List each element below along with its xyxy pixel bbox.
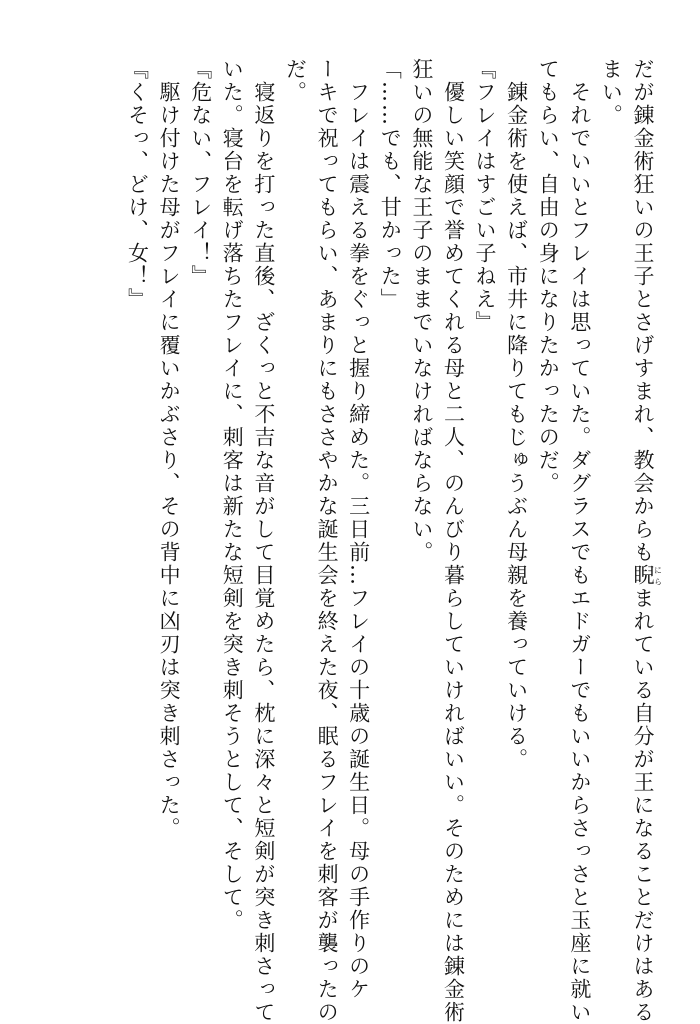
text-line-5: 錬金術を使えば、市井に降りてもじゅうぶん母親を養っていける。 — [504, 58, 529, 771]
text-line-10: フレイは震える拳をぐっと握り締めた。三日前…フレイの十歳の誕生日。母の手作りのケ — [346, 58, 371, 1001]
ruby-reading: にら — [653, 564, 663, 587]
text-line-1 — [626, 58, 663, 1024]
text-line-3: それでいいとフレイは思っていた。ダグラスでもエドガーでもいいからさっさと玉座に就い — [567, 58, 592, 1024]
text-line-2: まい。 — [599, 58, 624, 127]
text-line-17: 『くそっ、どけ、女！』 — [125, 58, 150, 311]
vertical-text-body — [121, 58, 663, 1024]
text-line-6: 『フレイはすごい子ねえ』 — [473, 58, 498, 334]
text-line-8: 狂いの無能な王子のままでいなければならない。 — [409, 58, 434, 564]
text-line-14: いた。寝台を転げ落ちたフレイに、刺客は新たな短剣を突き刺そうとして、そして。 — [220, 58, 245, 932]
text-line-9: 「……でも、甘かった」 — [378, 58, 403, 311]
text-line-1-start: だが錬金術狂いの王子とさげすまれ、教会からも — [631, 58, 655, 564]
text-line-7: 優しい笑顔で誉めてくれる母と二人、のんびり暮らしていければいい。そのためには錬金術 — [441, 58, 466, 1024]
ruby-annotation — [631, 564, 663, 587]
text-line-13: 寝返りを打った直後、ざくっと不吉な音がして目覚めたら、枕に深々と短剣が突き刺さって — [251, 58, 276, 1024]
text-line-11: ーキで祝ってもらい、あまりにもささやかな誕生会を終えた夜、眠るフレイを刺客が襲ったの — [315, 58, 340, 1024]
ruby-base: 睨 — [631, 564, 655, 587]
text-line-16: 駆け付けた母がフレイに覆いかぶさり、その背中に凶刃は突き刺さった。 — [157, 58, 182, 840]
text-line-12: だ。 — [283, 58, 308, 104]
text-line-4: てもらい、自由の身になりたかったのだ。 — [536, 58, 561, 495]
text-line-15: 『危ない、フレイ！』 — [188, 58, 213, 288]
text-line-1-end: まれている自分が王になることだけはある — [631, 587, 655, 1024]
